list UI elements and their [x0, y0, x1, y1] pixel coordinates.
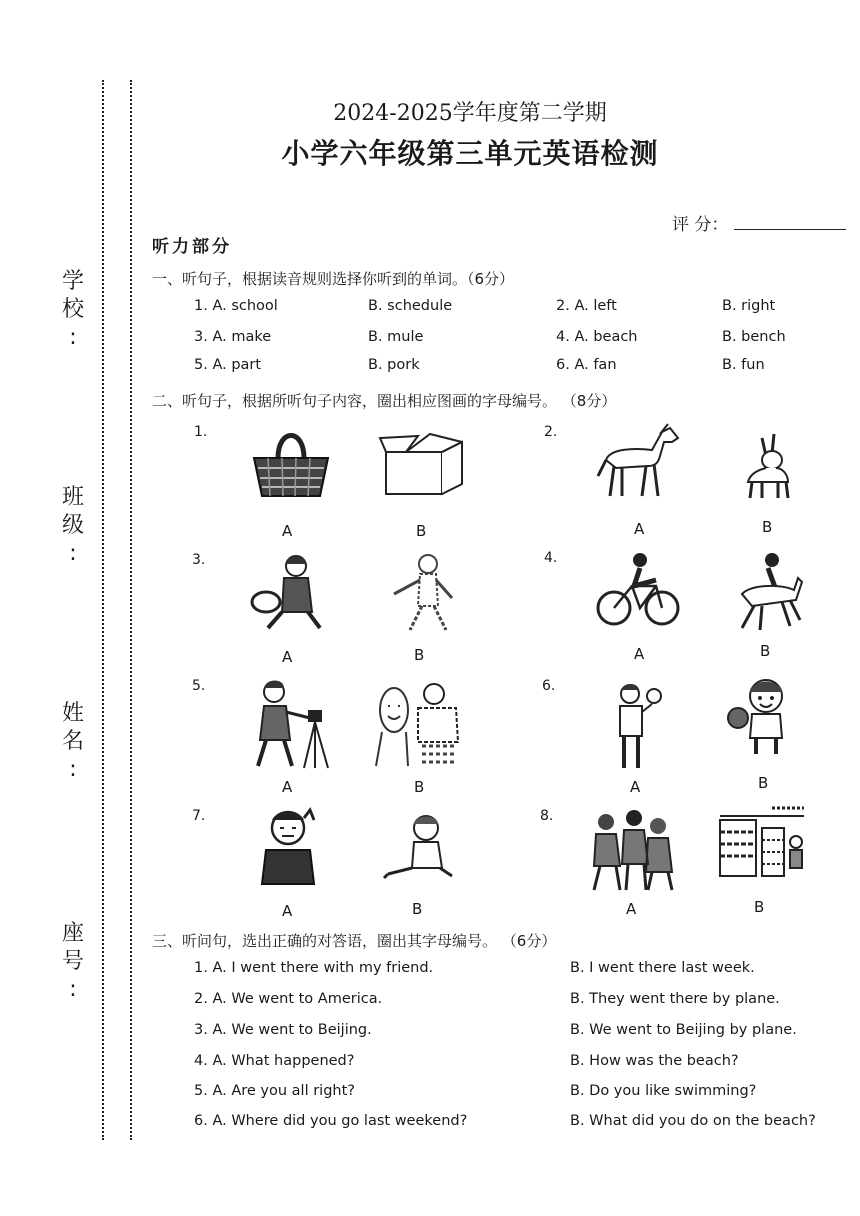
- cyclist-picture: [596, 550, 680, 630]
- s2-q3-option-a: A: [282, 648, 293, 666]
- s2-q7-option-b: B: [412, 900, 423, 918]
- s1-item-2a: 2. A. left: [556, 298, 617, 314]
- s3-item-3a: 3. A. We went to Beijing.: [194, 1022, 372, 1038]
- s1-item-3a: 3. A. make: [194, 329, 272, 345]
- s2-q4-option-a: A: [634, 645, 645, 663]
- man-dancing-picture: [380, 550, 456, 634]
- s3-item-6b: B. What did you do on the beach?: [570, 1113, 816, 1129]
- exam-title: 小学六年级第三单元英语检测: [281, 137, 659, 170]
- name-label: 姓 名 :: [61, 701, 84, 782]
- party-crowd-picture: [586, 806, 676, 892]
- photographer-picture: [240, 678, 330, 770]
- s2-q2-option-a: A: [634, 520, 645, 538]
- boy-with-basketball-picture: [726, 676, 796, 756]
- s2-q1-option-a: A: [282, 522, 293, 540]
- s2-num-2: 2.: [544, 424, 558, 440]
- s1-item-4a: 4. A. beach: [556, 329, 638, 345]
- section3-heading: 三、听问句，选出正确的对答语，圈出其字母编号。 （6分）: [152, 932, 557, 950]
- s1-item-5a: 5. A. part: [194, 357, 262, 373]
- s2-q1-option-b: B: [416, 522, 427, 540]
- s2-q5-option-a: A: [282, 778, 293, 796]
- boy-with-lollipop-picture: [612, 680, 662, 770]
- seat-label: 座 号 :: [61, 921, 84, 1002]
- s3-item-4a: 4. A. What happened?: [194, 1053, 355, 1069]
- donkey-picture: [740, 430, 796, 500]
- child-drawing-picture: [372, 680, 472, 770]
- binding-line-left: [102, 80, 104, 1140]
- s2-q7-option-a: A: [282, 902, 293, 920]
- s1-item-1a: 1. A. school: [194, 298, 278, 314]
- s2-num-4: 4.: [544, 550, 558, 566]
- s2-q2-option-b: B: [762, 518, 773, 536]
- s3-item-1b: B. I went there last week.: [570, 960, 755, 976]
- boy-sitting-picture: [382, 812, 456, 884]
- s1-item-4b: B. bench: [722, 329, 786, 345]
- s1-item-5b: B. pork: [368, 357, 420, 373]
- s3-item-5a: 5. A. Are you all right?: [194, 1083, 355, 1099]
- section1-heading: 一、听句子，根据读音规则选择你听到的单词。（6分）: [152, 270, 515, 288]
- school-label: 学 校 :: [61, 269, 84, 350]
- s1-item-3b: B. mule: [368, 329, 424, 345]
- binding-line-right: [130, 80, 132, 1140]
- listening-part-title: 听力部分: [152, 237, 232, 257]
- class-label: 班 级 :: [61, 485, 84, 566]
- s3-item-3b: B. We went to Beijing by plane.: [570, 1022, 797, 1038]
- s2-q8-option-b: B: [754, 898, 765, 916]
- box-picture: [378, 432, 468, 498]
- s2-num-6: 6.: [542, 678, 556, 694]
- s2-q4-option-b: B: [760, 642, 771, 660]
- basket-picture: [248, 424, 334, 500]
- s3-item-2a: 2. A. We went to America.: [194, 991, 383, 1007]
- s2-q5-option-b: B: [414, 778, 425, 796]
- s2-q6-option-b: B: [758, 774, 769, 792]
- s2-num-1: 1.: [194, 424, 208, 440]
- supermarket-picture: [714, 802, 810, 882]
- boy-with-headache-picture: [254, 806, 328, 886]
- s2-num-3: 3.: [192, 552, 206, 568]
- s1-item-6b: B. fun: [722, 357, 765, 373]
- s2-num-5: 5.: [192, 678, 206, 694]
- s1-item-1b: B. schedule: [368, 298, 453, 314]
- s2-q3-option-b: B: [414, 646, 425, 664]
- s3-item-5b: B. Do you like swimming?: [570, 1083, 757, 1099]
- s3-item-1a: 1. A. I went there with my friend.: [194, 960, 434, 976]
- horse-picture: [596, 420, 682, 500]
- s3-item-2b: B. They went there by plane.: [570, 991, 780, 1007]
- s2-num-7: 7.: [192, 808, 206, 824]
- exam-term-title: 2024-2025学年度第二学期: [333, 101, 607, 126]
- s1-item-2b: B. right: [722, 298, 776, 314]
- s3-item-6a: 6. A. Where did you go last weekend?: [194, 1113, 468, 1129]
- s2-q8-option-a: A: [626, 900, 637, 918]
- score-label: 评 分：: [672, 215, 729, 235]
- s2-num-8: 8.: [540, 808, 554, 824]
- boy-with-ball-picture: [248, 552, 324, 632]
- section2-heading: 二、听句子，根据所听句子内容，圈出相应图画的字母编号。 （8分）: [152, 392, 617, 410]
- s2-q6-option-a: A: [630, 778, 641, 796]
- s1-item-6a: 6. A. fan: [556, 357, 617, 373]
- s3-item-4b: B. How was the beach?: [570, 1053, 739, 1069]
- horse-rider-picture: [732, 550, 804, 634]
- score-blank: [734, 229, 846, 230]
